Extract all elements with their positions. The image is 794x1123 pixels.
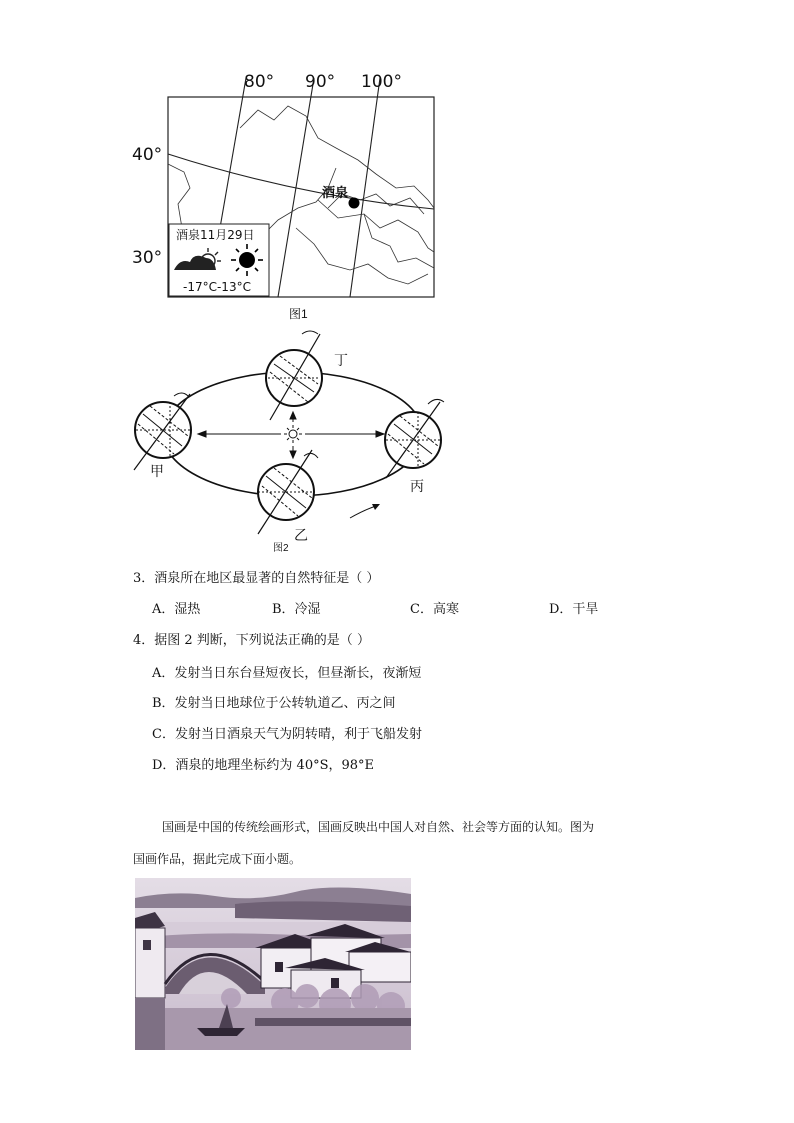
passage-line-1: 国画是中国的传统绘画形式，国画反映出中国人对自然、社会等方面的认知。图为 <box>162 820 595 834</box>
weather-temperature: -17°C-13°C <box>183 280 251 294</box>
earth-ding <box>266 334 322 420</box>
question3-option-b[interactable]: B．冷湿 <box>272 602 321 617</box>
sun-symbol <box>284 425 302 443</box>
figure2-caption: 图2 <box>273 543 289 554</box>
label-yi: 乙 <box>294 528 308 544</box>
jiuquan-point <box>349 198 360 209</box>
lon-label-80: 80° <box>244 72 275 92</box>
question3-option-a[interactable]: A．湿热 <box>152 602 201 617</box>
lat-label-30: 30° <box>132 248 163 268</box>
lon-label-90: 90° <box>305 72 336 92</box>
question4-option-c[interactable]: C．发射当日酒泉天气为阴转晴，利于飞船发射 <box>152 727 422 742</box>
lat-label-40: 40° <box>132 145 163 165</box>
earth-bing <box>385 402 441 478</box>
ink-painting-image <box>135 878 411 1050</box>
earth-jia <box>134 394 191 470</box>
passage-line-2: 国画作品，据此完成下面小题。 <box>133 852 302 866</box>
question4-option-d[interactable]: D．酒泉的地理坐标约为 40°S，98°E <box>152 758 375 773</box>
city-label-jiuquan: 酒泉 <box>322 186 349 201</box>
lon-label-100: 100° <box>361 72 402 92</box>
question4-option-a[interactable]: A．发射当日东台昼短夜长，但昼渐长，夜渐短 <box>152 666 422 681</box>
label-jia: 甲 <box>150 464 164 480</box>
figure1-caption: 图1 <box>289 307 308 321</box>
label-bing: 丙 <box>410 479 424 495</box>
sun-ray-arrows <box>198 412 384 458</box>
question3-option-c[interactable]: C．高寒 <box>410 602 459 617</box>
label-ding: 丁 <box>334 353 348 369</box>
question3-stem: 3．酒泉所在地区最显著的自然特征是（ ） <box>133 571 380 586</box>
question4-option-b[interactable]: B．发射当日地球位于公转轨道乙、丙之间 <box>152 696 396 711</box>
question4-stem: 4．据图 2 判断，下列说法正确的是（ ） <box>133 633 370 648</box>
earth-yi <box>258 450 314 534</box>
figure2-orbit <box>118 330 458 545</box>
figure1-map <box>128 68 438 300</box>
weather-box-title: 酒泉11月29日 <box>176 228 255 242</box>
question3-option-d[interactable]: D．干旱 <box>549 602 599 617</box>
orbit-direction-arrow <box>350 504 380 518</box>
